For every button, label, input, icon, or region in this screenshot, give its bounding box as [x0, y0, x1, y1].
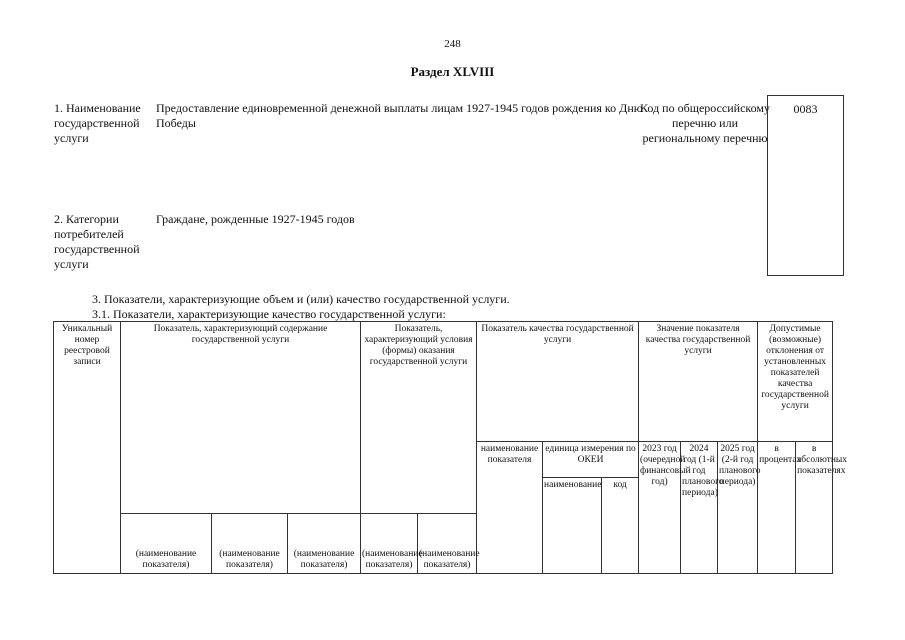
header-okei-unit: единица измерения по ОКЕИ — [543, 442, 639, 478]
content-subindicator-1: (наименование показателя) — [121, 514, 212, 574]
header-unit-code: код — [602, 478, 639, 574]
consumer-category-label: 2. Категории потребителей государственной услуги — [54, 212, 140, 271]
header-quality-indicator: Показатель качества государственной услуги — [477, 322, 639, 442]
code-value: 0083 — [793, 102, 818, 116]
condition-subindicator-1: (наименование показателя) — [361, 514, 418, 574]
code-label: Код по общероссийскому перечню или региональному перечню — [640, 101, 770, 145]
code-box — [767, 95, 844, 276]
indicators-heading: 3. Показатели, характеризующие объем и (или) качество государственной услуги. — [92, 292, 510, 306]
header-year-2025: 2025 год (2-й год планового периода) — [718, 442, 758, 574]
header-conditions-indicator: Показатель, характеризующий условия (формы) оказания государственной услуги — [361, 322, 477, 514]
header-content-indicator: Показатель, характеризующий содержание государственной услуги — [121, 322, 361, 514]
quality-indicators-table — [53, 321, 848, 574]
header-year-2023: 2023 год (очередной финансовый год) — [639, 442, 681, 574]
content-subindicator-3: (наименование показателя) — [288, 514, 361, 574]
consumer-category-value: Граждане, рожденные 1927-1945 годов — [156, 212, 355, 226]
header-year-2024: 2024 год (1-й год планового периода) — [681, 442, 718, 574]
header-in-absolute: в абсолютных показателях — [796, 442, 833, 574]
content-subindicator-2: (наименование показателя) — [212, 514, 288, 574]
header-indicator-value: Значение показателя качества государственной услуги — [639, 322, 758, 442]
header-in-percent: в процентах — [758, 442, 796, 574]
service-name-label: 1. Наименование государственной услуги — [54, 101, 141, 145]
quality-indicators-heading: 3.1. Показатели, характеризующие качество государственной услуги: — [92, 307, 446, 321]
condition-subindicator-2: (наименование показателя) — [418, 514, 477, 574]
header-unique-number: Уникальный номер реестровой записи — [54, 322, 121, 574]
header-unit-name: наименование — [543, 478, 602, 574]
header-allowed-deviation: Допустимые (возможные) отклонения от установленных показателей качества государственной услуги — [758, 322, 833, 442]
section-title: Раздел XLVIII — [410, 64, 495, 79]
service-name-value: Предоставление единовременной денежной выплаты лицам 1927-1945 годов рождения ко Дню Победы — [156, 101, 643, 130]
header-indicator-name: наименование показателя — [477, 442, 543, 574]
page-number: 248 — [444, 38, 461, 50]
